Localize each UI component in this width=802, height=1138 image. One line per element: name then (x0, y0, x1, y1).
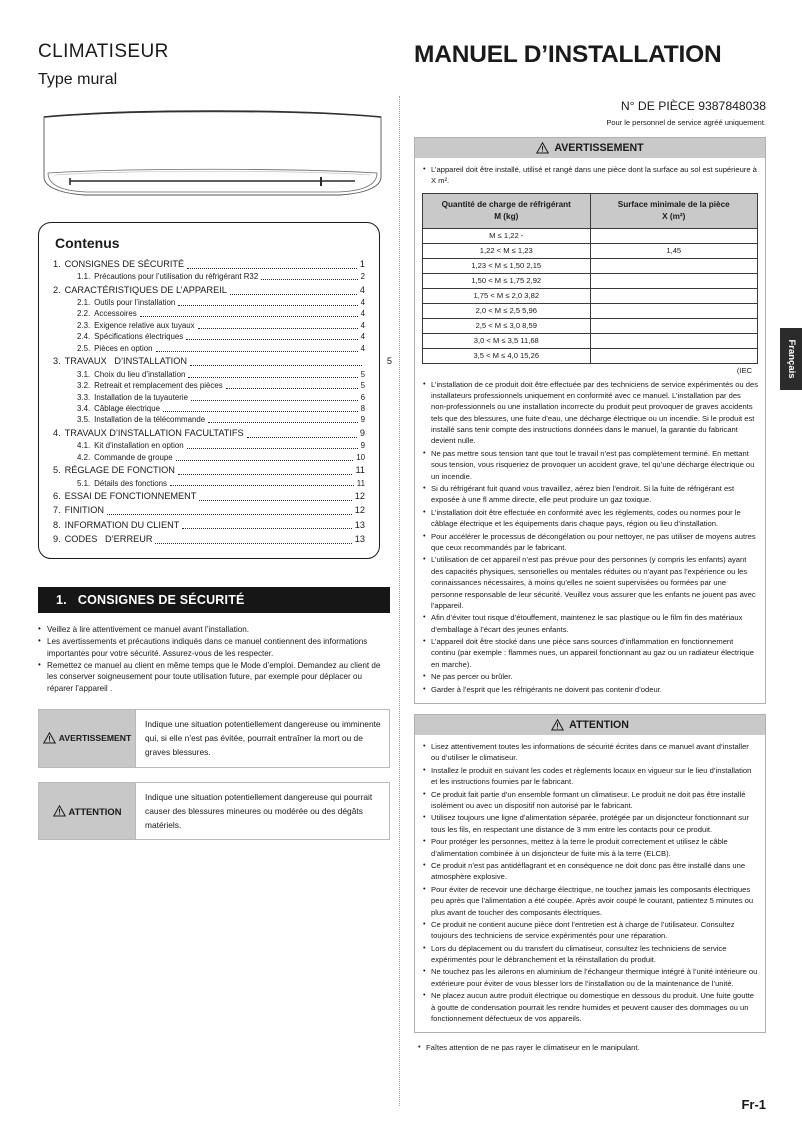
toc-entry[interactable] (53, 490, 365, 503)
toc-entry[interactable] (53, 440, 365, 451)
manual-title: MANUEL D’INSTALLATION (414, 41, 722, 68)
table-cell (590, 258, 758, 273)
contents-heading: Contenus (55, 234, 120, 251)
language-tab-label: Français (786, 339, 797, 379)
toc-entry-label: Pièces en option (94, 343, 153, 353)
toc-entry-label: Outils pour l’installation (94, 298, 176, 308)
table-cell: 3,5 < M ≤ 4,0 15,26 (423, 348, 591, 363)
toc-entry-number: 3.4. (77, 404, 91, 413)
toc-leader-dots (199, 494, 351, 501)
toc-entry-label: Commande de groupe (94, 452, 173, 462)
column-divider (399, 96, 400, 1106)
toc-entry[interactable] (53, 504, 365, 517)
toc-leader-dots (247, 431, 357, 438)
caution-bullet-list (422, 741, 758, 1024)
caution-triangle-icon (551, 719, 564, 731)
warning-intro-list (422, 164, 758, 187)
header-charge-line2: M (kg) (494, 211, 519, 221)
toc-entry-label: Installation de la tuyauterie (94, 392, 189, 402)
header-charge-line1: Quantité de charge de réfrigérant (441, 199, 571, 209)
toc-entry-label: Spécifications électriques (94, 332, 184, 342)
toc-entry-page: 12 (354, 490, 365, 501)
safety-bullet: • Veillez à lire attentivement ce manuel avant l’installation. (38, 624, 390, 636)
toc-leader-dots (208, 416, 357, 423)
toc-entry-number: 4.1. (77, 441, 91, 451)
header-area-line1: Surface minimale de la pièce (617, 199, 730, 209)
warning-triangle-icon (43, 732, 56, 744)
table-cell: 1,50 < M ≤ 1,75 2,92 (423, 273, 591, 288)
table-cell (590, 303, 758, 318)
table-row (423, 303, 758, 318)
toc-entry-label: Choix du lieu d’installation (94, 369, 186, 379)
toc-entry-page: 9 (359, 427, 365, 438)
toc-leader-dots (182, 522, 351, 529)
toc-entry-label: CARACTÉRISTIQUES DE L’APPAREIL (64, 284, 227, 295)
warning-panel-header (415, 138, 765, 158)
toc-leader-dots (176, 454, 354, 461)
toc-entry[interactable] (53, 380, 365, 391)
table-header-cell-charge (423, 193, 591, 228)
toc-entry[interactable] (53, 355, 392, 368)
language-tab-francais[interactable] (780, 328, 802, 390)
toc-entry-number: 2.2. (77, 309, 91, 319)
header-area-line2: X (m²) (662, 211, 686, 221)
table-row (423, 243, 758, 258)
toc-entry[interactable] (53, 533, 365, 546)
toc-leader-dots (230, 288, 357, 295)
toc-leader-dots (178, 468, 353, 475)
table-row (423, 273, 758, 288)
warning-bullet: • Ne pas mettre sous tension tant que tout le travail n’est pas complètement terminé. En mettant sous tension, vous risqueriez de provoquer un accident grave, tel qu’une décharge électrique ou un incendie. (422, 448, 758, 482)
toc-entry[interactable] (53, 403, 365, 414)
warning-bullet: • Afin d’éviter tout risque d’étouffement, maintenez le sac plastique ou le film fin des matériaux d’emballage à l’écart des jeunes enfants. (422, 612, 758, 635)
caution-panel-title: ATTENTION (569, 719, 629, 732)
toc-entry[interactable] (53, 369, 365, 380)
toc-leader-dots (198, 322, 358, 329)
toc-entry[interactable] (53, 297, 365, 308)
toc-entry[interactable] (53, 414, 365, 425)
toc-entry[interactable] (53, 331, 365, 342)
table-of-contents (53, 258, 392, 546)
warning-panel (414, 137, 766, 704)
iec-note: (IEC (736, 365, 752, 375)
toc-entry[interactable] (53, 320, 365, 331)
left-column (38, 42, 390, 840)
definition-box (38, 782, 390, 841)
toc-entry-label: Exigence relative aux tuyaux (94, 320, 195, 330)
definition-label (39, 710, 135, 767)
toc-leader-dots (186, 333, 357, 340)
toc-leader-dots (190, 359, 362, 366)
toc-entry-page: 9 (360, 441, 365, 451)
caution-bullet: • Installez le produit en suivant les codes et règlements locaux en vigueur sur le lieu d’installation et les instructions fournies par le fabricant. (422, 765, 758, 788)
toc-leader-dots (170, 479, 354, 486)
toc-entry-page: 5 (360, 369, 365, 379)
warning-bullet: • Ne pas percer ou brûler. (422, 671, 758, 682)
warning-bullet-list (422, 379, 758, 696)
toc-leader-dots (188, 371, 357, 378)
toc-entry-label: INFORMATION DU CLIENT (64, 519, 180, 530)
toc-entry-number: 2.3. (77, 320, 91, 330)
table-cell: 2,5 < M ≤ 3,0 8,59 (423, 318, 591, 333)
toc-entry-number: 5.1. (77, 478, 91, 488)
toc-leader-dots (187, 442, 358, 449)
toc-entry-page: 9 (360, 415, 365, 425)
safety-bullet-list (38, 624, 390, 694)
toc-entry-page: 4 (360, 298, 365, 308)
toc-entry-page: 4 (360, 320, 365, 330)
warning-bullet: • Si du réfrigérant fuit quand vous travaillez, aérez bien l’endroit. Si la fuite de réfrigérant est exposée à une fl amme directe, elle peut produire un gaz toxique. (422, 483, 758, 506)
toc-entry[interactable] (53, 343, 365, 354)
definition-label (39, 783, 135, 840)
toc-entry[interactable] (53, 519, 365, 532)
toc-leader-dots (178, 299, 357, 306)
toc-entry-label: ESSAI DE FONCTIONNEMENT (64, 490, 197, 501)
toc-entry-label: TRAVAUX D’INSTALLATION (64, 356, 188, 367)
toc-entry[interactable] (53, 308, 365, 319)
toc-entry-label: FINITION (64, 505, 104, 516)
table-cell: 1,23 < M ≤ 1,50 2,15 (423, 258, 591, 273)
refrigerant-table-head (423, 193, 758, 228)
toc-entry[interactable] (53, 392, 365, 403)
toc-entry-number: 4. (53, 427, 61, 438)
product-title: CLIMATISEUR (38, 41, 169, 62)
definition-label-text: ATTENTION (68, 805, 122, 817)
toc-entry-label: Câblage électrique (94, 404, 160, 413)
toc-entry-number: 3.1. (77, 369, 91, 379)
safety-bullet: • Remettez ce manuel au client en même temps que le Mode d’emploi. Demandez au client de les conserver soigneusement pour toute utilisation future, par exemple pour déplacer ou réparer l’appareil . (38, 660, 390, 695)
toc-leader-dots (163, 405, 358, 412)
caution-bullet: • Lisez attentivement toutes les informations de sécurité écrites dans ce manuel avant d’installer ou d’utiliser le climatiseur. (422, 741, 758, 764)
definition-box (38, 709, 390, 768)
toc-entry-number: 1.1. (77, 272, 91, 282)
toc-entry-number: 3.3. (77, 392, 91, 402)
toc-entry-number: 3.2. (77, 381, 91, 391)
warning-bullet: • Pour accélérer le processus de décongélation ou pour nettoyer, ne pas utiliser de moyens autres que ceux recommandés par le fabricant. (422, 531, 758, 554)
definition-text: Indique une situation potentiellement dangereuse qui pourrait causer des blessures mineures ou modérée ou des dégâts matériels. (135, 783, 389, 840)
caution-bullet: • Ne touchez pas les ailerons en aluminium de l’échangeur thermique intégré à l’unité intérieure ou extérieure pour éviter de vous blesser lors de l’installation ou de la maintenance de l’unité. (422, 966, 758, 989)
table-cell (590, 273, 758, 288)
table-cell: 1,75 < M ≤ 2,0 3,82 (423, 288, 591, 303)
toc-leader-dots (187, 262, 357, 269)
caution-bullet: • Ne placez aucun autre produit électrique ou domestique en dessous du produit. Une fuite goutte à goutte de condensation pourrait les rendre humides et peuvent causer des dommages ou un fonctionnement défectueux de vos appareils. (422, 990, 758, 1024)
table-cell (590, 318, 758, 333)
table-cell (590, 348, 758, 363)
toc-entry-label: Retreait et remplacement des pièces (94, 381, 223, 391)
page-number-footer: Fr-1 (741, 1097, 766, 1112)
warning-triangle-icon (536, 142, 549, 154)
caution-bullet: • Pour éviter de recevoir une décharge électrique, ne touchez jamais les composants électriques peu après que l’alimentation a été coupée. Après avoir coupé le courant, patientez 5 minutes ou plus avant de toucher des composants électriques. (422, 884, 758, 918)
table-row (423, 288, 758, 303)
table-row (423, 333, 758, 348)
table-cell: 3,0 < M ≤ 3,5 11,68 (423, 333, 591, 348)
toc-entry-page: 4 (360, 309, 365, 319)
table-cell: 1,45 (590, 243, 758, 258)
toc-entry-page: 1 (359, 258, 365, 269)
toc-entry-number: 7. (53, 505, 61, 516)
toc-entry-page: 4 (360, 343, 365, 353)
warning-bullet: • L’utilisation de cet appareil n’est pas prévue pour des personnes (y compris les enfants) ayant des capacités physiques, sensorielles ou mentales réduites ou n’ayant pas l’expérience ou les connaissances nécessaires, à moins qu’elles ne soient supervisées ou formées par une personne responsable de leur sécurité. Veuillez vous assurer que les enfants ne jouent pas avec l’appareil. (422, 554, 758, 611)
toc-leader-dots (226, 382, 358, 389)
toc-entry-number: 1. (53, 258, 61, 269)
table-cell: M ≤ 1,22 - (423, 228, 591, 243)
toc-entry[interactable] (53, 478, 365, 489)
warning-triangle-icon (53, 805, 66, 817)
toc-entry-page: 2 (360, 272, 365, 282)
toc-entry-label: Détails des fonctions (94, 478, 167, 488)
warning-bullet: • Garder à l’esprit que les réfrigérants ne doivent pas contenir d’odeur. (422, 684, 758, 695)
toc-entry-number: 3.5. (77, 415, 91, 425)
warning-panel-body (415, 158, 765, 703)
table-cell (590, 333, 758, 348)
table-cell: 2,0 < M ≤ 2,5 5,96 (423, 303, 591, 318)
toc-entry-label: Accessoires (94, 309, 137, 319)
toc-entry-page: 11 (356, 478, 365, 488)
toc-leader-dots (261, 273, 357, 280)
toc-entry-number: 9. (53, 533, 61, 544)
toc-entry[interactable] (53, 271, 365, 282)
toc-entry-number: 6. (53, 490, 61, 501)
toc-entry-page: 8 (360, 404, 365, 413)
caution-bullet: • Ce produit fait partie d’un ensemble formant un climatiseur. Le produit ne doit pas être installé isolément ou avec un dispositif non autorisé par le fabricant. (422, 789, 758, 812)
toc-entry-page: 5 (386, 356, 392, 367)
definition-label-text: AVERTISSEMENT (58, 733, 132, 744)
toc-entry-page: 11 (355, 465, 365, 476)
definition-boxes (38, 709, 390, 841)
toc-entry-number: 8. (53, 519, 61, 530)
table-cell (590, 228, 758, 243)
caution-tail-note: • Faîtes attention de ne pas rayer le climatiseur en le manipulant. (417, 1042, 766, 1053)
toc-entry[interactable] (53, 258, 365, 271)
toc-leader-dots (155, 537, 351, 544)
safety-bullet: • Les avertissements et précautions indiqués dans ce manuel contiennent des informations importantes pour votre sécurité. Assurez-vous de les respecter. (38, 636, 390, 659)
toc-entry-page: 5 (360, 381, 365, 391)
warning-bullet: • L’installation de ce produit doit être effectuée par des techniciens de service expérimentés ou des installateurs professionnels uniquement en conformité avec ce manuel. L’installation par des non-professionnels ou une installation incorrecte du produit peut provoquer de graves accidents tels que des blessures, une fuite d’eau, une décharge électrique ou un incendie. Si le produit est installé sans tenir compte des instructions données dans le manuel, la garantie du fabricant devient nulle. (422, 379, 758, 447)
toc-entry-label: RÉGLAGE DE FONCTION (64, 465, 175, 476)
caution-panel-body (415, 735, 765, 1032)
toc-entry-number: 2.5. (77, 343, 91, 353)
definition-text: Indique une situation potentiellement dangereuse ou imminente qui, si elle n’est pas évitée, pourrait entraîner la mort ou de graves blessures. (135, 710, 389, 767)
toc-entry-number: 5. (53, 465, 61, 476)
toc-entry-number: 2. (53, 284, 61, 295)
table-cell: 1,22 < M ≤ 1,23 (423, 243, 591, 258)
toc-entry-number: 4.2. (77, 452, 91, 462)
toc-entry-label: TRAVAUX D’INSTALLATION FACULTATIFS (64, 427, 244, 438)
toc-leader-dots (191, 394, 358, 401)
warning-panel-title: AVERTISSEMENT (554, 141, 644, 154)
toc-entry[interactable] (53, 427, 365, 440)
right-column (414, 42, 766, 1054)
toc-entry-page: 13 (354, 533, 365, 544)
toc-entry-page: 4 (360, 332, 365, 342)
table-row (423, 318, 758, 333)
toc-entry-page: 12 (354, 505, 365, 516)
part-number: N° DE PIÈCE 9387848038 (620, 98, 766, 113)
toc-entry[interactable] (53, 464, 365, 477)
table-header-cell-area (590, 193, 758, 228)
service-personnel-note: Pour le personnel de service agréé uniquement. (606, 117, 766, 127)
air-conditioner-illustration (40, 105, 385, 200)
caution-panel (414, 714, 766, 1033)
table-row (423, 258, 758, 273)
toc-entry-label: Précautions pour l’utilisation du réfrigérant R32 (94, 272, 259, 282)
refrigerant-table-body (423, 228, 758, 363)
toc-entry-label: CODES D’ERREUR (64, 533, 153, 544)
table-header-row (423, 193, 758, 228)
warning-bullet: • L’appareil doit être stocké dans une pièce sans sources d’inflammation en fonctionnement continu (par exemple : flammes nues, un appareil fonctionnant au gaz ou un radiateur électrique en marche). (422, 636, 758, 670)
caution-bullet: • Pour protéger les personnes, mettez à la terre le produit correctement et utilisez le câble d’alimentation combinée à un disjoncteur de fuite mis à la terre (ELCB). (422, 836, 758, 859)
toc-entry-number: 2.1. (77, 298, 91, 308)
toc-entry-page: 4 (359, 284, 365, 295)
toc-leader-dots (156, 345, 358, 352)
toc-entry-label: Kit d’installation en option (94, 441, 184, 451)
section-header-safety: 1. CONSIGNES DE SÉCURITÉ (38, 587, 390, 613)
toc-entry-number: 2.4. (77, 332, 91, 342)
caution-bullet: • Lors du déplacement ou du transfert du climatiseur, consultez les techniciens de service expérimentés pour le débranchement et la réinstallation du produit. (422, 943, 758, 966)
toc-entry-page: 10 (356, 452, 365, 462)
caution-panel-header (415, 715, 765, 735)
toc-entry-page: 6 (360, 392, 365, 402)
toc-entry[interactable] (53, 452, 365, 463)
warning-intro-text: • L’appareil doit être installé, utilisé et rangé dans une pièce dont la surface au sol est supérieure à X m². (422, 164, 758, 187)
toc-leader-dots (107, 508, 352, 515)
toc-entry-label: CONSIGNES DE SÉCURITÉ (64, 258, 185, 269)
caution-bullet: • Ce produit n’est pas antidéflagrant et en conséquence ne doit donc pas être installé dans une atmosphère explosive. (422, 860, 758, 883)
contents-box (38, 222, 392, 559)
table-row (423, 348, 758, 363)
warning-bullet: • L’installation doit être effectuée en conformité avec les règlements, codes ou normes pour le câblage électrique et les équipements dans chaque pays, région ou lieu d’installation. (422, 507, 758, 530)
toc-entry-page: 13 (354, 519, 365, 530)
toc-leader-dots (140, 310, 358, 317)
caution-bullet: • Ce produit ne contient aucune pièce dont l’entretien est à charge de l’utilisateur. Consultez toujours des techniciens de service expérimentés pour une réparation. (422, 919, 758, 942)
table-cell (590, 288, 758, 303)
table-row (423, 228, 758, 243)
product-subtitle: Type mural (38, 70, 118, 88)
toc-entry-number: 3. (53, 356, 61, 367)
caution-bullet: • Utilisez toujours une ligne d’alimentation séparée, protégée par un disjoncteur fonctionnant sur tous les fils, en respectant une distance de 3 mm entre les contacts pour ce produit. (422, 812, 758, 835)
refrigerant-charge-table (422, 193, 758, 364)
toc-entry[interactable] (53, 284, 365, 297)
toc-entry-label: Installation de la télécommande (94, 415, 206, 425)
